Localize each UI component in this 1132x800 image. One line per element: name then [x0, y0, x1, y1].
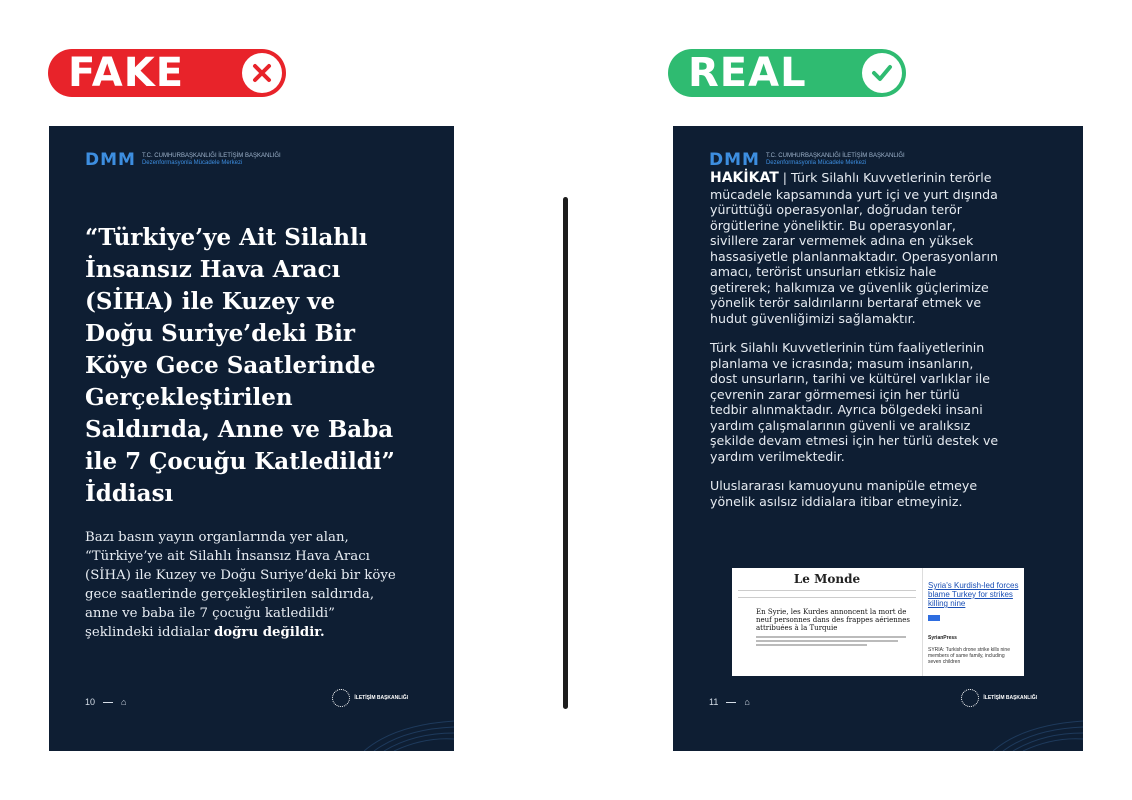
- logo-line2: Dezenformasyonla Mücadele Merkezi: [141, 160, 243, 166]
- tweet-user: SyrianPress: [928, 635, 957, 641]
- page-footer: [709, 697, 750, 707]
- iletisim-logo-text: İLETİŞİM BAŞKANLIĞI: [983, 695, 1037, 701]
- fact-page: [673, 126, 1083, 751]
- iletisim-logo-text: İLETİŞİM BAŞKANLIĞI: [354, 695, 408, 701]
- fake-label: FAKE: [68, 50, 185, 96]
- lemonde-brand: Le Monde: [793, 572, 861, 586]
- emblem-icon: [332, 689, 350, 707]
- footer-dash: [726, 702, 736, 703]
- fact-paragraph-2: Türk Silahlı Kuvvetlerinin tüm faaliyetlerinin planlama ve icrasında; masum insanların, dost unsurların, tarihi ve kültürel varlıklar ile çevrenin zarar görmemesi için her türlü tedbir alınmaktadır. Ayrıca bölgedeki insani yardım çalışmalarının güvenli ve aralıksız şekilde devam etmesi için her türlü destek ve yardım verilmektedir.: [710, 340, 999, 464]
- home-icon: ⌂: [121, 697, 127, 707]
- lemonde-headline: En Syrie, les Kurdes annoncent la mort de neuf personnes dans des frappes aériennes attribuées à la Turquie: [756, 608, 910, 632]
- lemonde-body-lines: [756, 636, 914, 646]
- dmm-logo: [709, 150, 905, 170]
- tweet-panel: [923, 568, 1024, 676]
- logo-mark: DMM: [709, 150, 760, 170]
- claim-page: [49, 126, 454, 751]
- iletisim-logo: [332, 689, 408, 707]
- page-number: 10: [85, 697, 96, 707]
- fact-paragraph-3: Uluslararası kamuoyunu manipüle etmeye yönelik asılsız iddialara itibar etmeyiniz.: [710, 478, 978, 509]
- footer-dash: [103, 702, 113, 703]
- x-icon: [242, 53, 282, 93]
- fact-p1-text: Türk Silahlı Kuvvetlerinin terörle mücadele kapsamında yurt içi ve yurt dışında yürüttüğü operasyonlar, doğrudan terör örgütlerine yöneliktir. Bu operasyonlar, sivillere zarar vermemek adına en yüksek hassasiyetle planlanmaktadır. Operasyonların amacı, terörist unsurları etkisiz hale getirerek; halkımıza ve güvenlik güçlerimize yönelik terör saldırılarını bertaraf etmek ve hudut güvenliğimizi sağlamaktır.: [710, 170, 998, 326]
- claim-body-text: Bazı basın yayın organlarında yer alan, “Türkiye’ye ait Silahlı İnsansız Hava Aracı (SİHA) ile Kuzey ve Doğu Suriye’deki bir köye gece saatlerinde gerçekleştirilen saldırıda, anne ve baba ile 7 çocuğu katledildi” şeklindeki iddialar: [85, 530, 396, 640]
- page-number: 11: [709, 697, 719, 707]
- emblem-icon: [961, 689, 979, 707]
- page-footer: [85, 697, 126, 707]
- evidence-screenshot: [732, 568, 1024, 676]
- dmm-logo: [85, 150, 281, 170]
- divider: [563, 197, 568, 709]
- home-icon: ⌂: [744, 697, 750, 707]
- fact-text: [710, 170, 1000, 523]
- tweet-text: SYRIA: Turkish drone strike kills nine members of same family, including seven children: [928, 647, 1010, 665]
- tweet-headline: Syria's Kurdish-led forces blame Turkey for strikes killing nine: [928, 581, 1019, 608]
- logo-line1: T.C. CUMHURBAŞKANLIĞI İLETİŞİM BAŞKANLIĞI: [141, 153, 281, 159]
- fact-paragraph-1: HAKİKAT | Türk Silahlı Kuvvetlerinin terörle mücadele kapsamında yurt içi ve yurt dışında yürüttüğü operasyonlar, doğrudan terör örgütlerine yöneliktir. Bu operasyonlar, sivillere zarar vermemek adına en yüksek hassasiyetle planlanmaktadır. Operasyonların amacı, terörist unsurları etkisiz hale getirerek; halkımıza ve güvenlik güçlerimize yönelik terör saldırılarını bertaraf etmek ve hudut güvenliğimizi sağlamaktır.: [710, 170, 998, 326]
- lemonde-nav: [738, 590, 916, 598]
- iletisim-logo: [961, 689, 1037, 707]
- claim-title: “Türkiye’ye Ait Silahlı İnsansız Hava Aracı (SİHA) ile Kuzey ve Doğu Suriye’deki Bir Köye Gece Saatlerinde Gerçekleştirilen Saldırıda, Anne ve Baba ile 7 Çocuğu Katledildi” İddiası: [85, 224, 395, 507]
- logo-line1: T.C. CUMHURBAŞKANLIĞI İLETİŞİM BAŞKANLIĞI: [765, 153, 905, 159]
- lemonde-article: [732, 568, 923, 676]
- claim-verdict: doğru değildir.: [213, 625, 325, 640]
- check-icon: [862, 53, 902, 93]
- decorative-waves: [993, 717, 1083, 751]
- real-badge: [668, 49, 906, 97]
- real-label: REAL: [688, 50, 807, 96]
- claim-body: [85, 528, 401, 642]
- fact-heading: HAKİKAT: [710, 170, 779, 186]
- fake-badge: [48, 49, 286, 97]
- news-tag: [928, 615, 940, 621]
- decorative-waves: [364, 717, 454, 751]
- logo-mark: DMM: [85, 150, 136, 170]
- logo-line2: Dezenformasyonla Mücadele Merkezi: [765, 160, 867, 166]
